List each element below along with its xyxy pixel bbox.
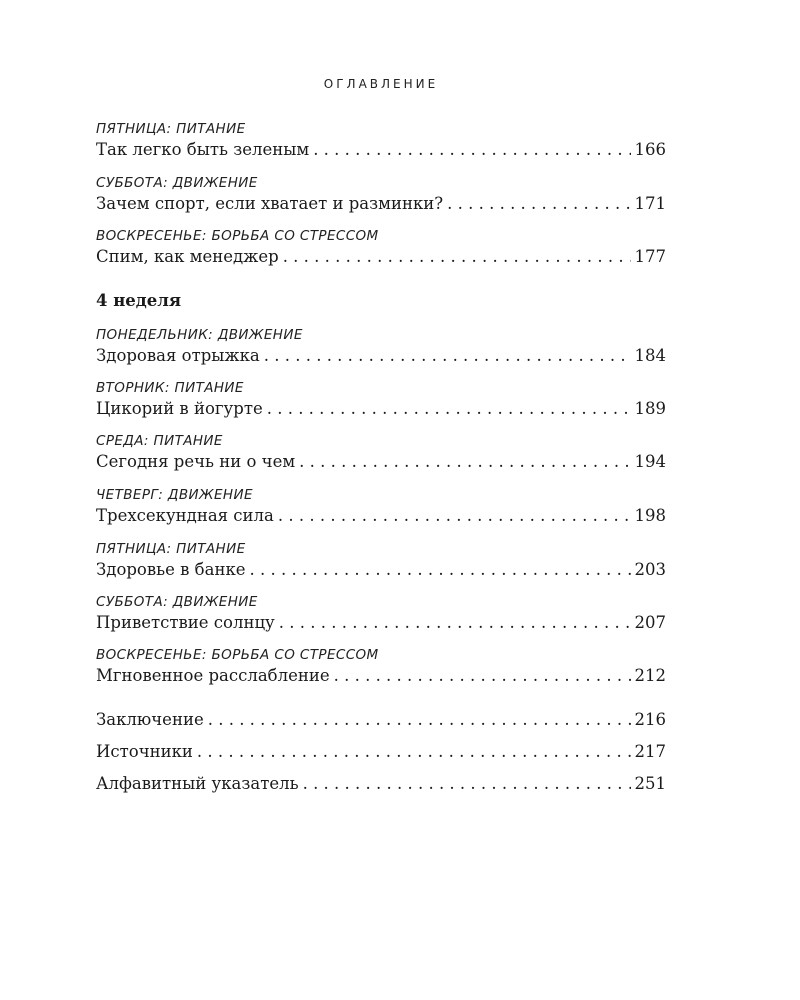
section-label: ПЯТНИЦА: ПИТАНИЕ (96, 541, 246, 557)
toc-line[interactable] (96, 611, 666, 635)
dot-leader (303, 772, 631, 796)
toc-title: Здоровая отрыжка (96, 346, 260, 365)
page-number: 216 (634, 710, 666, 729)
toc-entry (96, 174, 666, 216)
dot-leader (250, 558, 631, 582)
toc-title: Сегодня речь ни о чем (96, 452, 296, 471)
toc-title: Источники (96, 742, 193, 761)
toc-line[interactable] (96, 772, 666, 796)
toc-entry (96, 120, 666, 162)
toc-entry (96, 326, 666, 368)
toc-line[interactable] (96, 708, 666, 732)
dot-leader (334, 664, 631, 688)
toc-entry (96, 646, 666, 688)
page-number: 184 (634, 346, 666, 365)
page-number: 177 (634, 247, 666, 266)
section-label: ВОСКРЕСЕНЬЕ: БОРЬБА СО СТРЕССОМ (96, 647, 379, 663)
toc-line[interactable] (96, 397, 666, 421)
section-label: ЧЕТВЕРГ: ДВИЖЕНИЕ (96, 487, 253, 503)
section-label: СУББОТА: ДВИЖЕНИЕ (96, 594, 258, 610)
toc-line[interactable] (96, 450, 666, 474)
toc-line[interactable] (96, 740, 666, 764)
dot-leader (197, 740, 631, 764)
dot-leader (278, 504, 631, 528)
toc-entry (96, 227, 666, 269)
toc-line[interactable] (96, 504, 666, 528)
page-number: 171 (634, 194, 666, 213)
toc-title: Спим, как менеджер (96, 247, 279, 266)
dot-leader (279, 611, 631, 635)
section-label: СУББОТА: ДВИЖЕНИЕ (96, 175, 258, 191)
dot-leader (264, 344, 631, 368)
dot-leader (208, 708, 631, 732)
toc-title: Заключение (96, 710, 204, 729)
dot-leader (267, 397, 631, 421)
toc-title: Зачем спорт, если хватает и разминки? (96, 194, 444, 213)
dot-leader (283, 245, 631, 269)
toc-line[interactable] (96, 558, 666, 582)
toc-title: Так легко быть зеленым (96, 140, 310, 159)
toc-title: Цикорий в йогурте (96, 399, 263, 418)
week-heading: 4 неделя (96, 291, 182, 310)
toc-entry (96, 540, 666, 582)
section-label: ВТОРНИК: ПИТАНИЕ (96, 380, 244, 396)
page-number: 203 (634, 560, 666, 579)
toc-entry (96, 432, 666, 474)
toc-line[interactable] (96, 664, 666, 688)
section-label: СРЕДА: ПИТАНИЕ (96, 433, 223, 449)
toc-entry (96, 772, 666, 796)
page-number: 251 (634, 774, 666, 793)
page-number: 198 (634, 506, 666, 525)
page-number: 207 (634, 613, 666, 632)
page-number: 194 (634, 452, 666, 471)
toc-line[interactable] (96, 245, 666, 269)
toc-entry (96, 593, 666, 635)
section-label: ВОСКРЕСЕНЬЕ: БОРЬБА СО СТРЕССОМ (96, 228, 379, 244)
toc-title: Алфавитный указатель (96, 774, 299, 793)
toc-title: Трехсекундная сила (96, 506, 274, 525)
toc-title: Здоровье в банке (96, 560, 246, 579)
toc-title: Мгновенное расслабление (96, 666, 330, 685)
toc-line[interactable] (96, 192, 666, 216)
page-number: 212 (634, 666, 666, 685)
section-label: ПОНЕДЕЛЬНИК: ДВИЖЕНИЕ (96, 327, 303, 343)
toc-title: Приветствие солнцу (96, 613, 275, 632)
dot-leader (447, 192, 630, 216)
dot-leader (313, 138, 630, 162)
toc-entry (96, 486, 666, 528)
toc-entry (96, 740, 666, 764)
page-number: 166 (634, 140, 666, 159)
toc-entry (96, 708, 666, 732)
page-number: 189 (634, 399, 666, 418)
section-label: ПЯТНИЦА: ПИТАНИЕ (96, 121, 246, 137)
toc-heading: ОГЛАВЛЕНИЕ (323, 77, 439, 91)
toc-entry (96, 379, 666, 421)
dot-leader (299, 450, 630, 474)
toc-line[interactable] (96, 138, 666, 162)
toc-line[interactable] (96, 344, 666, 368)
page-number: 217 (634, 742, 666, 761)
